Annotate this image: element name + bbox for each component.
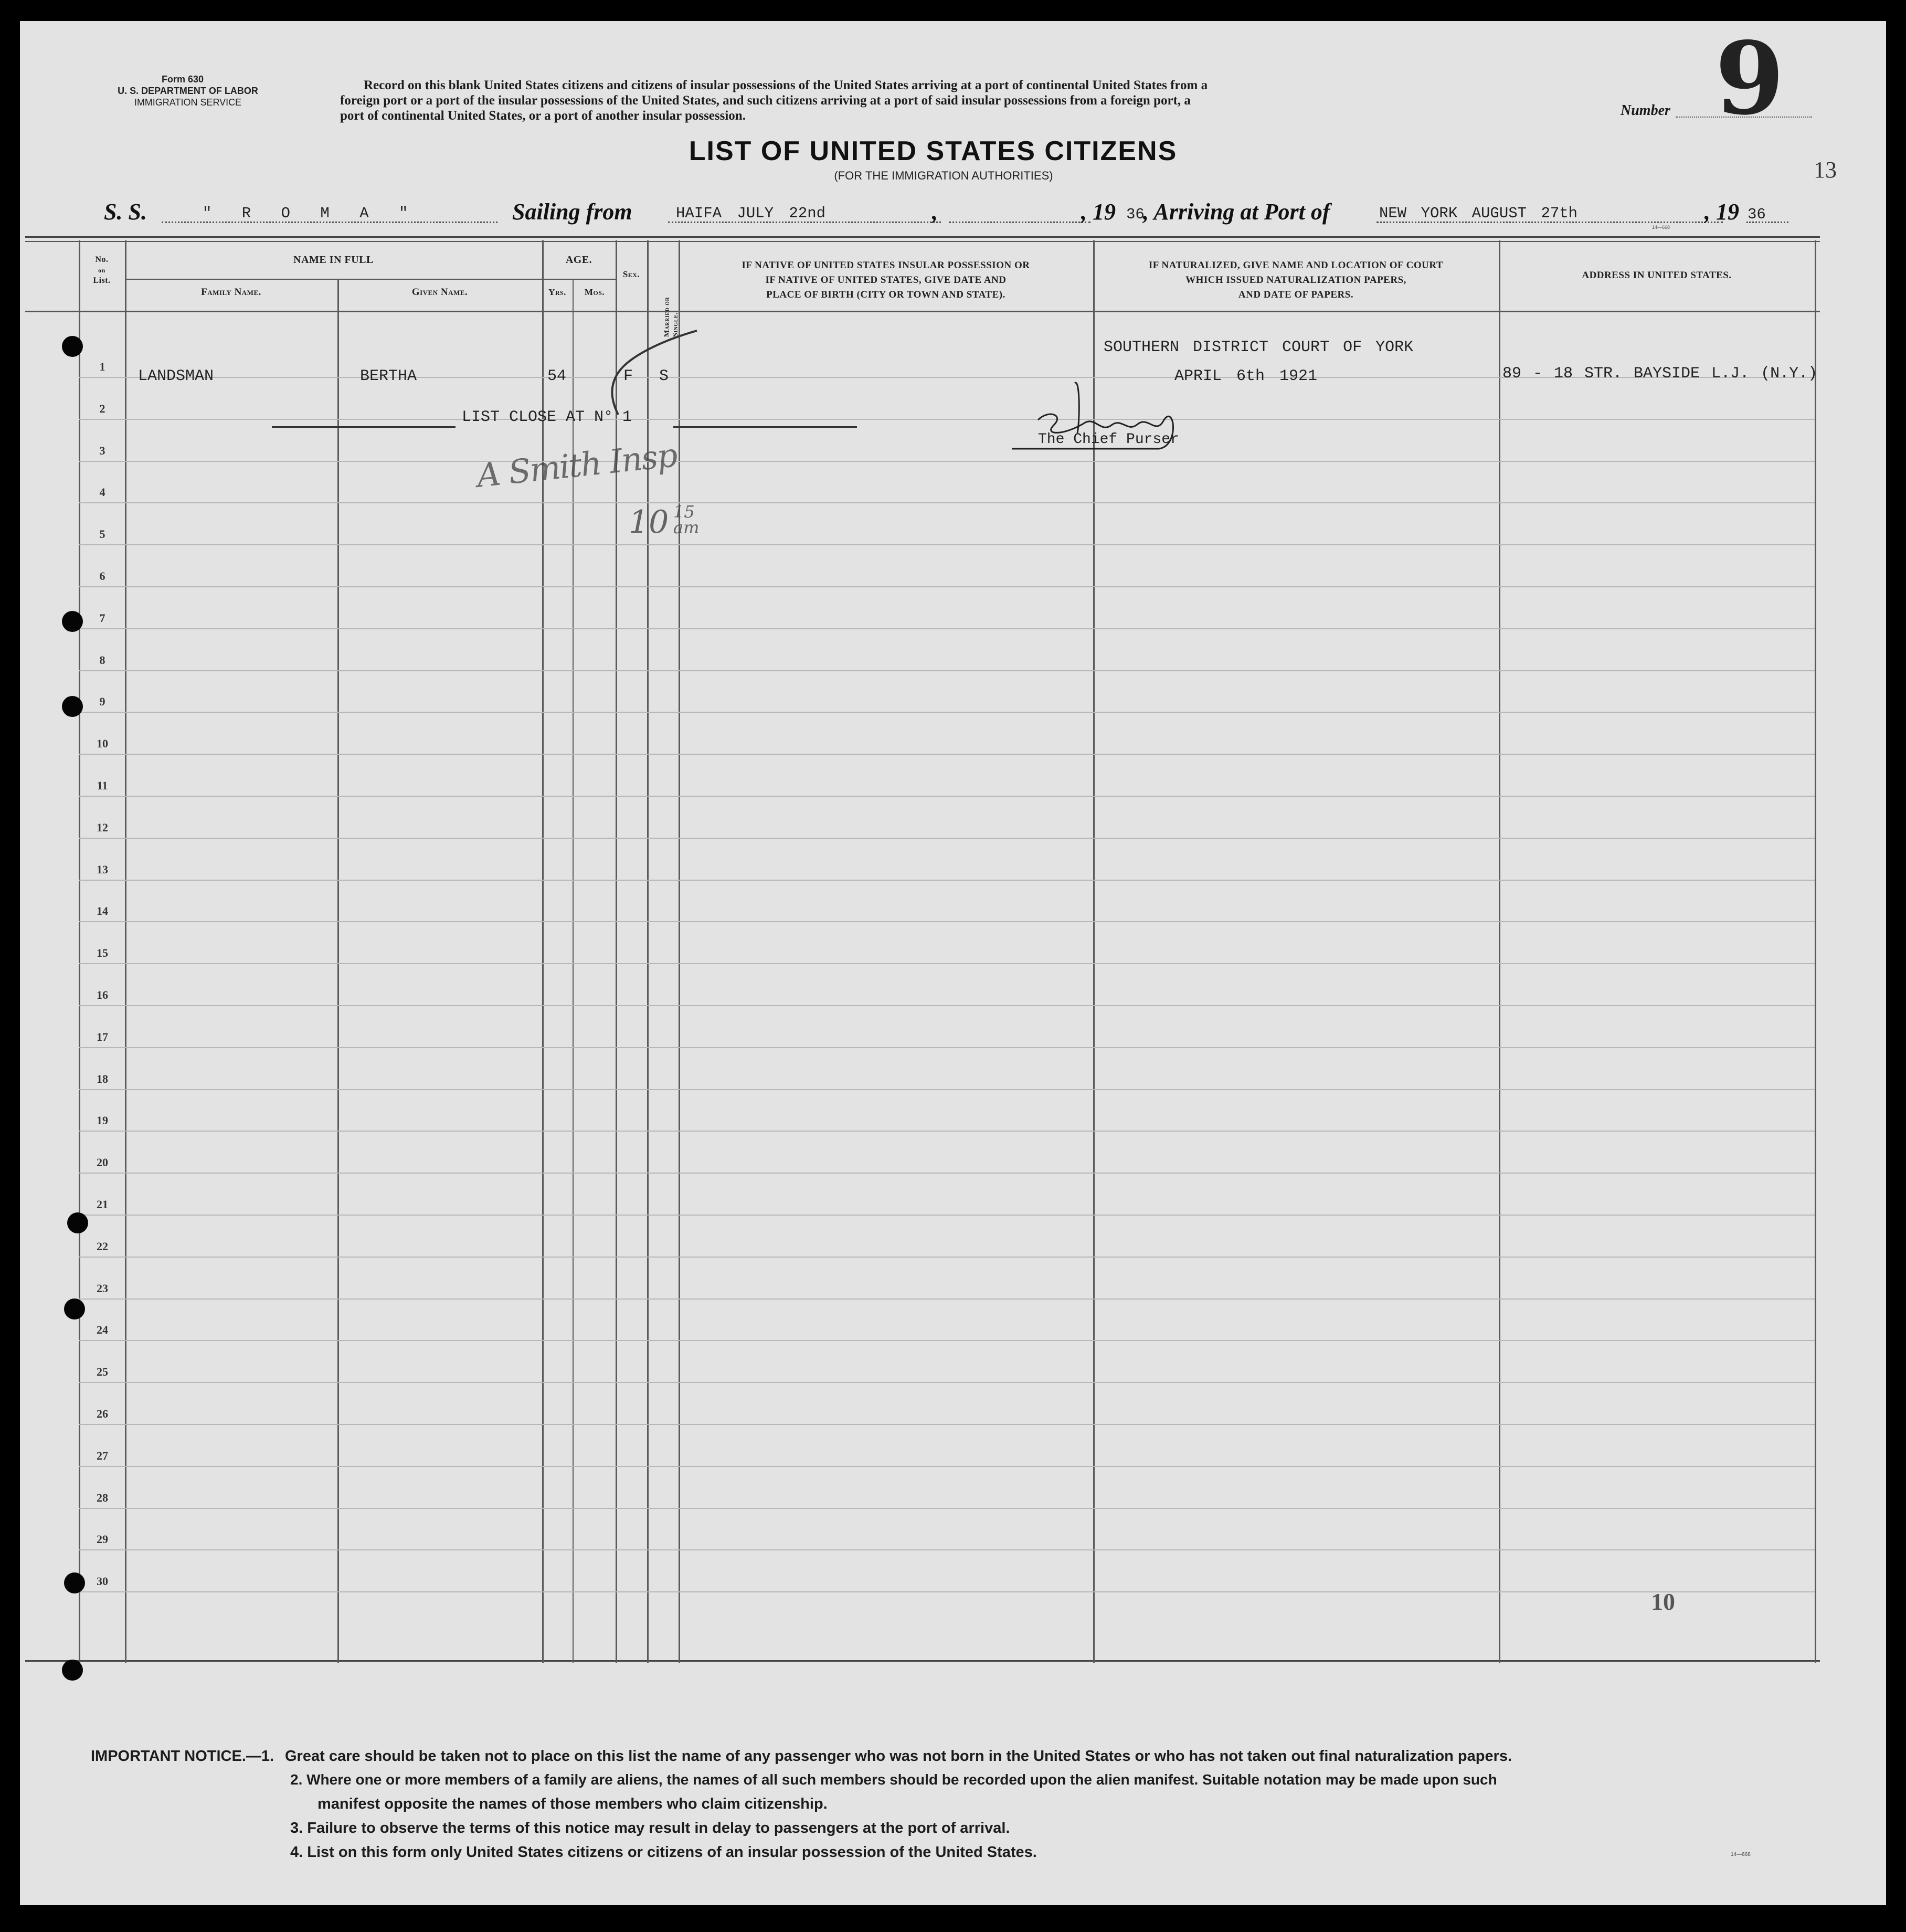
notice-item-4: 4. List on this form only United States citizens or citizens of an insular possession of the United States. xyxy=(290,1844,1037,1861)
row-rule xyxy=(79,1089,1815,1090)
row-number: 9 xyxy=(99,695,105,709)
col-given-name: Given Name. xyxy=(411,287,468,298)
row-number: 25 xyxy=(97,1365,108,1379)
row-number: 16 xyxy=(97,988,108,1001)
row-rule xyxy=(79,419,1815,420)
row-rule xyxy=(79,1508,1815,1509)
notice-item-2-cont: manifest opposite the names of those members who claim citizenship. xyxy=(317,1796,828,1812)
notice-item-1: Great care should be taken not to place on this list the name of any passenger who was not born in the United States or who has not taken out final naturalization papers. xyxy=(285,1748,1512,1765)
row-number: 1 xyxy=(99,360,105,373)
row-rule xyxy=(79,796,1815,797)
col-line-no xyxy=(125,240,126,1663)
col-line-family xyxy=(337,279,339,1663)
entry-1-marital: S xyxy=(659,367,669,385)
row-rule xyxy=(79,1257,1815,1258)
row-number: 7 xyxy=(99,611,105,625)
row-rule xyxy=(79,1173,1815,1174)
col-native-line3: PLACE OF BIRTH (CITY OR TOWN AND STATE). xyxy=(766,289,1005,300)
department-name: U. S. DEPARTMENT OF LABOR xyxy=(118,86,258,96)
row-rule xyxy=(79,754,1815,755)
entry-1-address: 89 - 18 STR. BAYSIDE L.J. (N.Y.) xyxy=(1502,365,1818,383)
entry-1-court-date: APRIL 6th 1921 xyxy=(1174,367,1318,385)
col-no-line3: List. xyxy=(93,276,111,285)
sailing-year-prefix: , 19 xyxy=(1081,199,1116,225)
age-check-mark xyxy=(597,325,702,430)
table-frame xyxy=(25,236,1820,1662)
row-rule xyxy=(79,838,1815,839)
row-number: 23 xyxy=(97,1281,108,1295)
arriving-label: , Arriving at Port of xyxy=(1143,199,1330,225)
row-rule xyxy=(79,544,1815,545)
col-native-birth xyxy=(679,258,1093,302)
arrival-port: NEW YORK AUGUST 27th xyxy=(1379,205,1578,222)
sailing-from-value: HAIFA JULY 22nd xyxy=(676,205,826,222)
col-native-line2: IF NATIVE OF UNITED STATES, GIVE DATE AND xyxy=(765,275,1007,286)
form-id-block xyxy=(88,73,288,108)
col-age: AGE. xyxy=(565,254,592,266)
row-rule xyxy=(79,1591,1815,1592)
col-no-line2: on xyxy=(98,267,105,274)
col-naturalized xyxy=(1093,258,1499,302)
row-rule xyxy=(79,712,1815,713)
punch-hole xyxy=(64,1572,85,1593)
row-number: 15 xyxy=(97,946,108,960)
row-number: 26 xyxy=(97,1407,108,1420)
col-family-name: Family Name. xyxy=(201,287,261,298)
col-mos: Mos. xyxy=(584,287,605,297)
time-note-suffix: 15 am xyxy=(673,502,700,537)
col-no-line1: No. xyxy=(95,255,109,264)
col-nat-line2: WHICH ISSUED NATURALIZATION PAPERS, xyxy=(1185,275,1406,286)
entry-1-given-name: BERTHA xyxy=(360,367,417,385)
record-instructions xyxy=(340,78,1579,123)
entry-1-family-name: LANDSMAN xyxy=(138,367,214,385)
col-line-left xyxy=(79,240,80,1663)
sailing-comma: , xyxy=(932,199,938,225)
number-value: 9 xyxy=(1715,20,1785,137)
header-bottom-rule xyxy=(25,311,1820,312)
col-nat-line1: IF NATURALIZED, GIVE NAME AND LOCATION OF COURT xyxy=(1148,260,1444,271)
inspector-signature: A Smith Insp xyxy=(475,436,679,495)
col-name-in-full: NAME IN FULL xyxy=(293,254,374,266)
row-number: 4 xyxy=(99,485,105,499)
col-line-address xyxy=(1815,240,1816,1663)
row-rule xyxy=(79,1340,1815,1341)
table-top-double-rule xyxy=(25,241,1820,242)
row-rule xyxy=(79,880,1815,881)
row-rule xyxy=(79,461,1815,462)
row-number: 22 xyxy=(97,1239,108,1253)
col-address: ADDRESS IN UNITED STATES. xyxy=(1582,270,1732,281)
page-number: 13 xyxy=(1814,157,1837,183)
service-name: IMMIGRATION SERVICE xyxy=(134,97,242,108)
page-title: LIST OF UNITED STATES CITIZENS xyxy=(689,136,1178,166)
col-native-line1: IF NATIVE OF UNITED STATES INSULAR POSSESSION OR xyxy=(742,260,1030,271)
col-sex: Sex. xyxy=(622,269,640,279)
col-yrs: Yrs. xyxy=(548,287,566,297)
punch-hole xyxy=(67,1212,88,1233)
row-rule xyxy=(79,586,1815,587)
row-rule xyxy=(79,921,1815,922)
footer-code: 14—668 xyxy=(1731,1852,1751,1857)
page-subtitle: (FOR THE IMMIGRATION AUTHORITIES) xyxy=(834,169,1053,182)
col-nat-line3: AND DATE OF PAPERS. xyxy=(1238,289,1354,300)
arrival-year: 36 xyxy=(1748,206,1766,223)
row-number: 12 xyxy=(97,820,108,834)
arrival-year-prefix: , 19 xyxy=(1704,199,1739,225)
row-number: 30 xyxy=(97,1575,108,1588)
row-number: 3 xyxy=(99,444,105,457)
row-number: 2 xyxy=(99,402,105,415)
row-rule xyxy=(79,1215,1815,1216)
row-rule xyxy=(79,1131,1815,1132)
form-number: Form 630 xyxy=(162,74,204,85)
manifest-sheet xyxy=(20,21,1886,1905)
row-number: 6 xyxy=(99,569,105,583)
row-number: 13 xyxy=(97,862,108,876)
row-number: 17 xyxy=(97,1030,108,1043)
list-close-rule-left xyxy=(272,426,456,428)
row-rule xyxy=(79,1382,1815,1383)
entry-1-court: SOUTHERN DISTRICT COURT OF YORK xyxy=(1104,339,1414,356)
time-note: 10 xyxy=(629,504,669,541)
sailing-year: 36 xyxy=(1126,206,1145,223)
record-line-2: foreign port or a port of the insular possessions of the United States, and such citizens arriving at a port of said insular possessions from a foreign port, a xyxy=(340,93,1191,108)
punch-hole xyxy=(62,696,83,717)
chief-purser-label: The Chief Purser xyxy=(1038,431,1179,448)
notice-label: IMPORTANT NOTICE.—1. xyxy=(91,1748,274,1765)
col-line-naturalized xyxy=(1499,240,1500,1663)
row-number: 20 xyxy=(97,1156,108,1169)
arrival-year-line xyxy=(1746,221,1788,223)
small-print-code: 14—668 xyxy=(1652,225,1670,230)
row-rule xyxy=(79,1466,1815,1467)
row-rule xyxy=(79,1549,1815,1550)
col-marital: Married or Single. xyxy=(663,297,680,337)
record-line-1: Record on this blank United States citizens and citizens of insular possessions of the United States arriving at a port of continental United States from a xyxy=(364,78,1208,92)
row-number: 27 xyxy=(97,1449,108,1462)
row-rule xyxy=(79,963,1815,964)
number-label: Number xyxy=(1621,102,1670,119)
sailing-from-label: Sailing from xyxy=(512,199,632,225)
row-number: 18 xyxy=(97,1072,108,1085)
record-line-3: port of continental United States, or a port of another insular possession. xyxy=(340,109,746,123)
row-number: 10 xyxy=(97,737,108,751)
punch-hole xyxy=(62,1660,83,1681)
row-number: 14 xyxy=(97,904,108,918)
punch-hole xyxy=(62,611,83,632)
row-number: 24 xyxy=(97,1323,108,1337)
row-rule xyxy=(79,1047,1815,1048)
row-rule xyxy=(79,670,1815,671)
row-rule xyxy=(79,1424,1815,1425)
handwritten-inspector xyxy=(466,436,781,562)
col-line-native xyxy=(1093,240,1095,1663)
row-number: 28 xyxy=(97,1491,108,1504)
row-number: 21 xyxy=(97,1198,108,1211)
row-rule xyxy=(79,1298,1815,1300)
stamp-number: 10 xyxy=(1651,1588,1675,1615)
entry-1-sex: F xyxy=(623,367,633,385)
row-rule xyxy=(79,628,1815,629)
entry-1-age-yrs: 54 xyxy=(547,367,567,385)
notice-item-2: 2. Where one or more members of a family are aliens, the names of all such members should be recorded upon the alien manifest. Suitable notation may be made upon such xyxy=(290,1771,1497,1788)
ship-name: " R O M A " xyxy=(203,205,419,222)
row-number: 19 xyxy=(97,1114,108,1127)
blank-line xyxy=(949,221,1090,223)
row-rule xyxy=(79,502,1815,503)
col-no-on-list xyxy=(79,255,125,286)
notice-item-3: 3. Failure to observe the terms of this notice may result in delay to passengers at the port of arrival. xyxy=(290,1820,1010,1836)
row-number: 5 xyxy=(99,527,105,541)
row-number: 11 xyxy=(97,779,108,792)
row-number: 29 xyxy=(97,1533,108,1546)
punch-hole xyxy=(64,1298,85,1319)
list-close-text: LIST CLOSE AT N° 1 xyxy=(462,408,632,426)
row-number: 8 xyxy=(99,653,105,667)
punch-hole xyxy=(62,336,83,357)
ss-label: S. S. xyxy=(104,199,147,225)
row-rule xyxy=(79,1005,1815,1006)
list-number xyxy=(1621,20,1830,137)
